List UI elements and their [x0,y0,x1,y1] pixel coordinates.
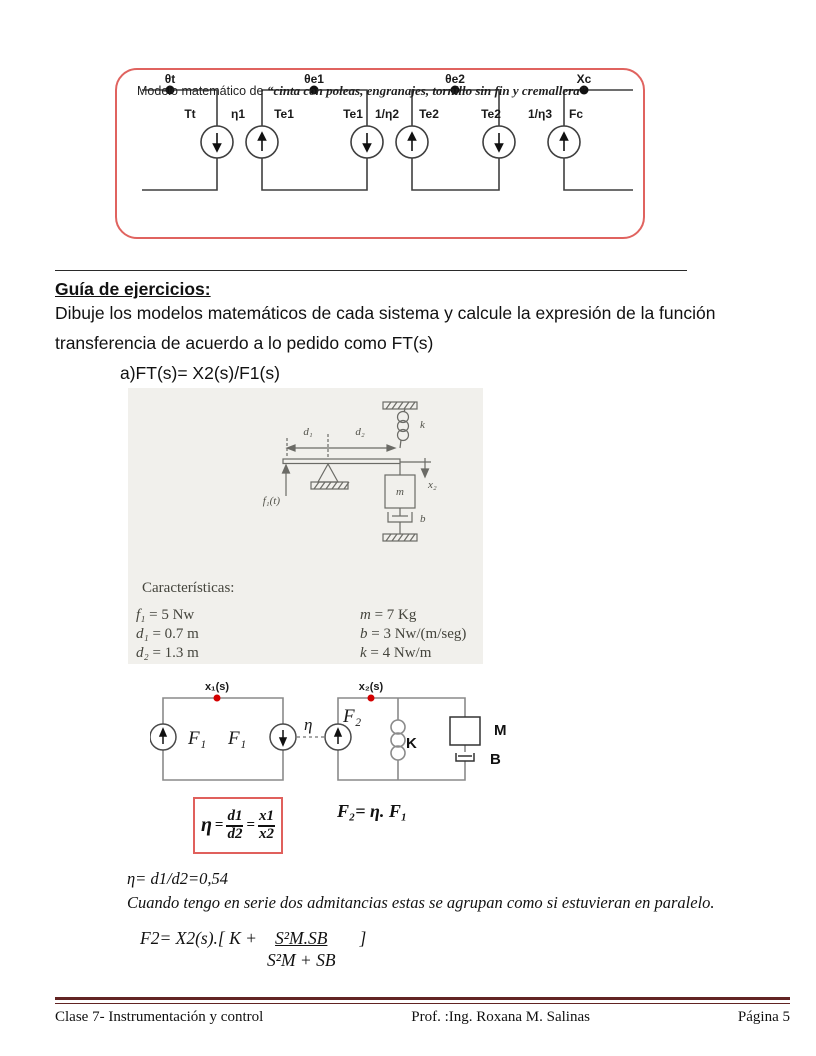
node-label-theta-e2: θe2 [445,72,465,86]
mass-label-m: m [396,486,404,498]
label-tt: Tt [184,107,196,121]
source-arrow-down-te1 [364,133,371,151]
label-b: B [490,751,501,768]
force-label-f1t: f₁(t) [262,495,280,507]
source-arrow-up-te2 [409,133,416,151]
f2-formula-left: F2= X2(s).[ K + [140,928,257,948]
dim-label-d1: d₁ [303,426,313,438]
section-divider [55,270,687,271]
label-f1-a: F₁ [188,728,207,749]
param-f1: f₁ = 5 Nw [136,607,195,623]
param-d1: d₁ = 0.7 m [136,626,199,642]
model-title-quote: “cinta con poleas, engranajes, tornillo sin fin y cremallera” [266,83,587,98]
equals-sign: = [214,817,224,833]
guide-heading: Guía de ejercicios: [55,279,211,299]
exercise-item-a: a)FT(s)= X2(s)/F1(s) [120,363,280,383]
label-fc: Fc [568,107,584,121]
fraction-x1-x2: $\frac{x1}{x2}$ [259,807,275,842]
node-dot-x2 [368,695,375,702]
node-label-theta-e1: θe1 [304,72,324,86]
footer-right: Página 5 [737,1009,790,1025]
exercise-figure [128,388,483,664]
model-box-title [137,83,586,99]
param-b: b = 3 Nw/(m/seg) [360,626,467,642]
label-m: M [494,722,507,739]
label-te2-a: Te2 [419,107,439,121]
node-label-theta-t: θt [164,72,176,86]
label-eta1: η1 [230,107,246,121]
caracteristicas-label: Características: [142,580,235,596]
f2-formula-fraction: $\frac{\text{S²M.SB}}{\text{S²M + SB}}$ [266,928,336,970]
eta-formula-box [193,797,283,854]
admittance-note: Cuando tengo en serie dos admitancias estas se agrupan como si estuvieran en paralelo. [127,893,715,912]
source-arrow-up-f2 [335,729,341,744]
label-te1-a: Te1 [274,107,294,121]
label-eta: η [304,715,313,734]
equals-sign: = [246,817,256,833]
footer-rule [55,997,790,1004]
source-arrow-up-te1 [259,133,266,151]
eta-symbol: η [200,814,212,836]
fraction-d1-d2: $\frac{d1}{d2}$ [227,807,243,842]
footer [55,1009,790,1026]
eta-value-line: η= d1/d2=0,54 [127,869,229,888]
source-arrow-up-f1 [160,729,166,744]
label-f2: F₂ [343,706,362,727]
label-f1-b: F₁ [228,728,247,749]
guide-paragraph-line1: Dibuje los modelos matemáticos de cada sistema y calcule la expresión de la función [55,303,716,323]
node-dot-x1 [214,695,221,702]
source-arrow-down-tt [214,133,221,151]
damper-label-b: b [420,513,426,525]
label-te1-b: Te1 [343,107,363,121]
source-arrow-down-f1 [280,730,286,745]
model-box [115,68,645,239]
source-arrow-down-te2 [496,133,503,151]
node-label-x1s: x₁(s) [204,681,230,693]
f2-expanded-formula [140,928,366,972]
node-label-xc: Xc [576,72,592,86]
displacement-label-x2: x₂ [428,479,437,491]
label-te2-b: Te2 [481,107,501,121]
dim-label-d2: d₂ [355,426,365,438]
f2-formula-close-bracket: ] [359,928,367,948]
param-k: k = 4 Nw/m [360,645,432,661]
guide-paragraph-line2: transferencia de acuerdo a lo pedido como FT(s) [55,333,434,353]
node-label-x2s: x₂(s) [358,681,384,693]
footer-center: Prof. :Ing. Roxana M. Salinas [411,1009,590,1025]
param-d2: d₂ = 1.3 m [136,645,199,661]
model-title-prefix: Modelo matemático de [137,84,267,98]
f2-relation-formula: F₂= η. F₁ [337,801,408,821]
label-inv-eta2: 1/η2 [374,107,400,121]
footer-left: Clase 7- Instrumentación y control [55,1009,264,1025]
label-inv-eta3: 1/η3 [527,107,553,121]
source-arrow-up-fc [561,133,568,151]
param-m: m = 7 Kg [360,607,417,623]
lever-mass-spring-damper-diagram [128,388,483,573]
equivalent-circuit-diagram [150,680,520,795]
label-k: K [406,735,417,752]
spring-label-k: k [420,419,425,431]
